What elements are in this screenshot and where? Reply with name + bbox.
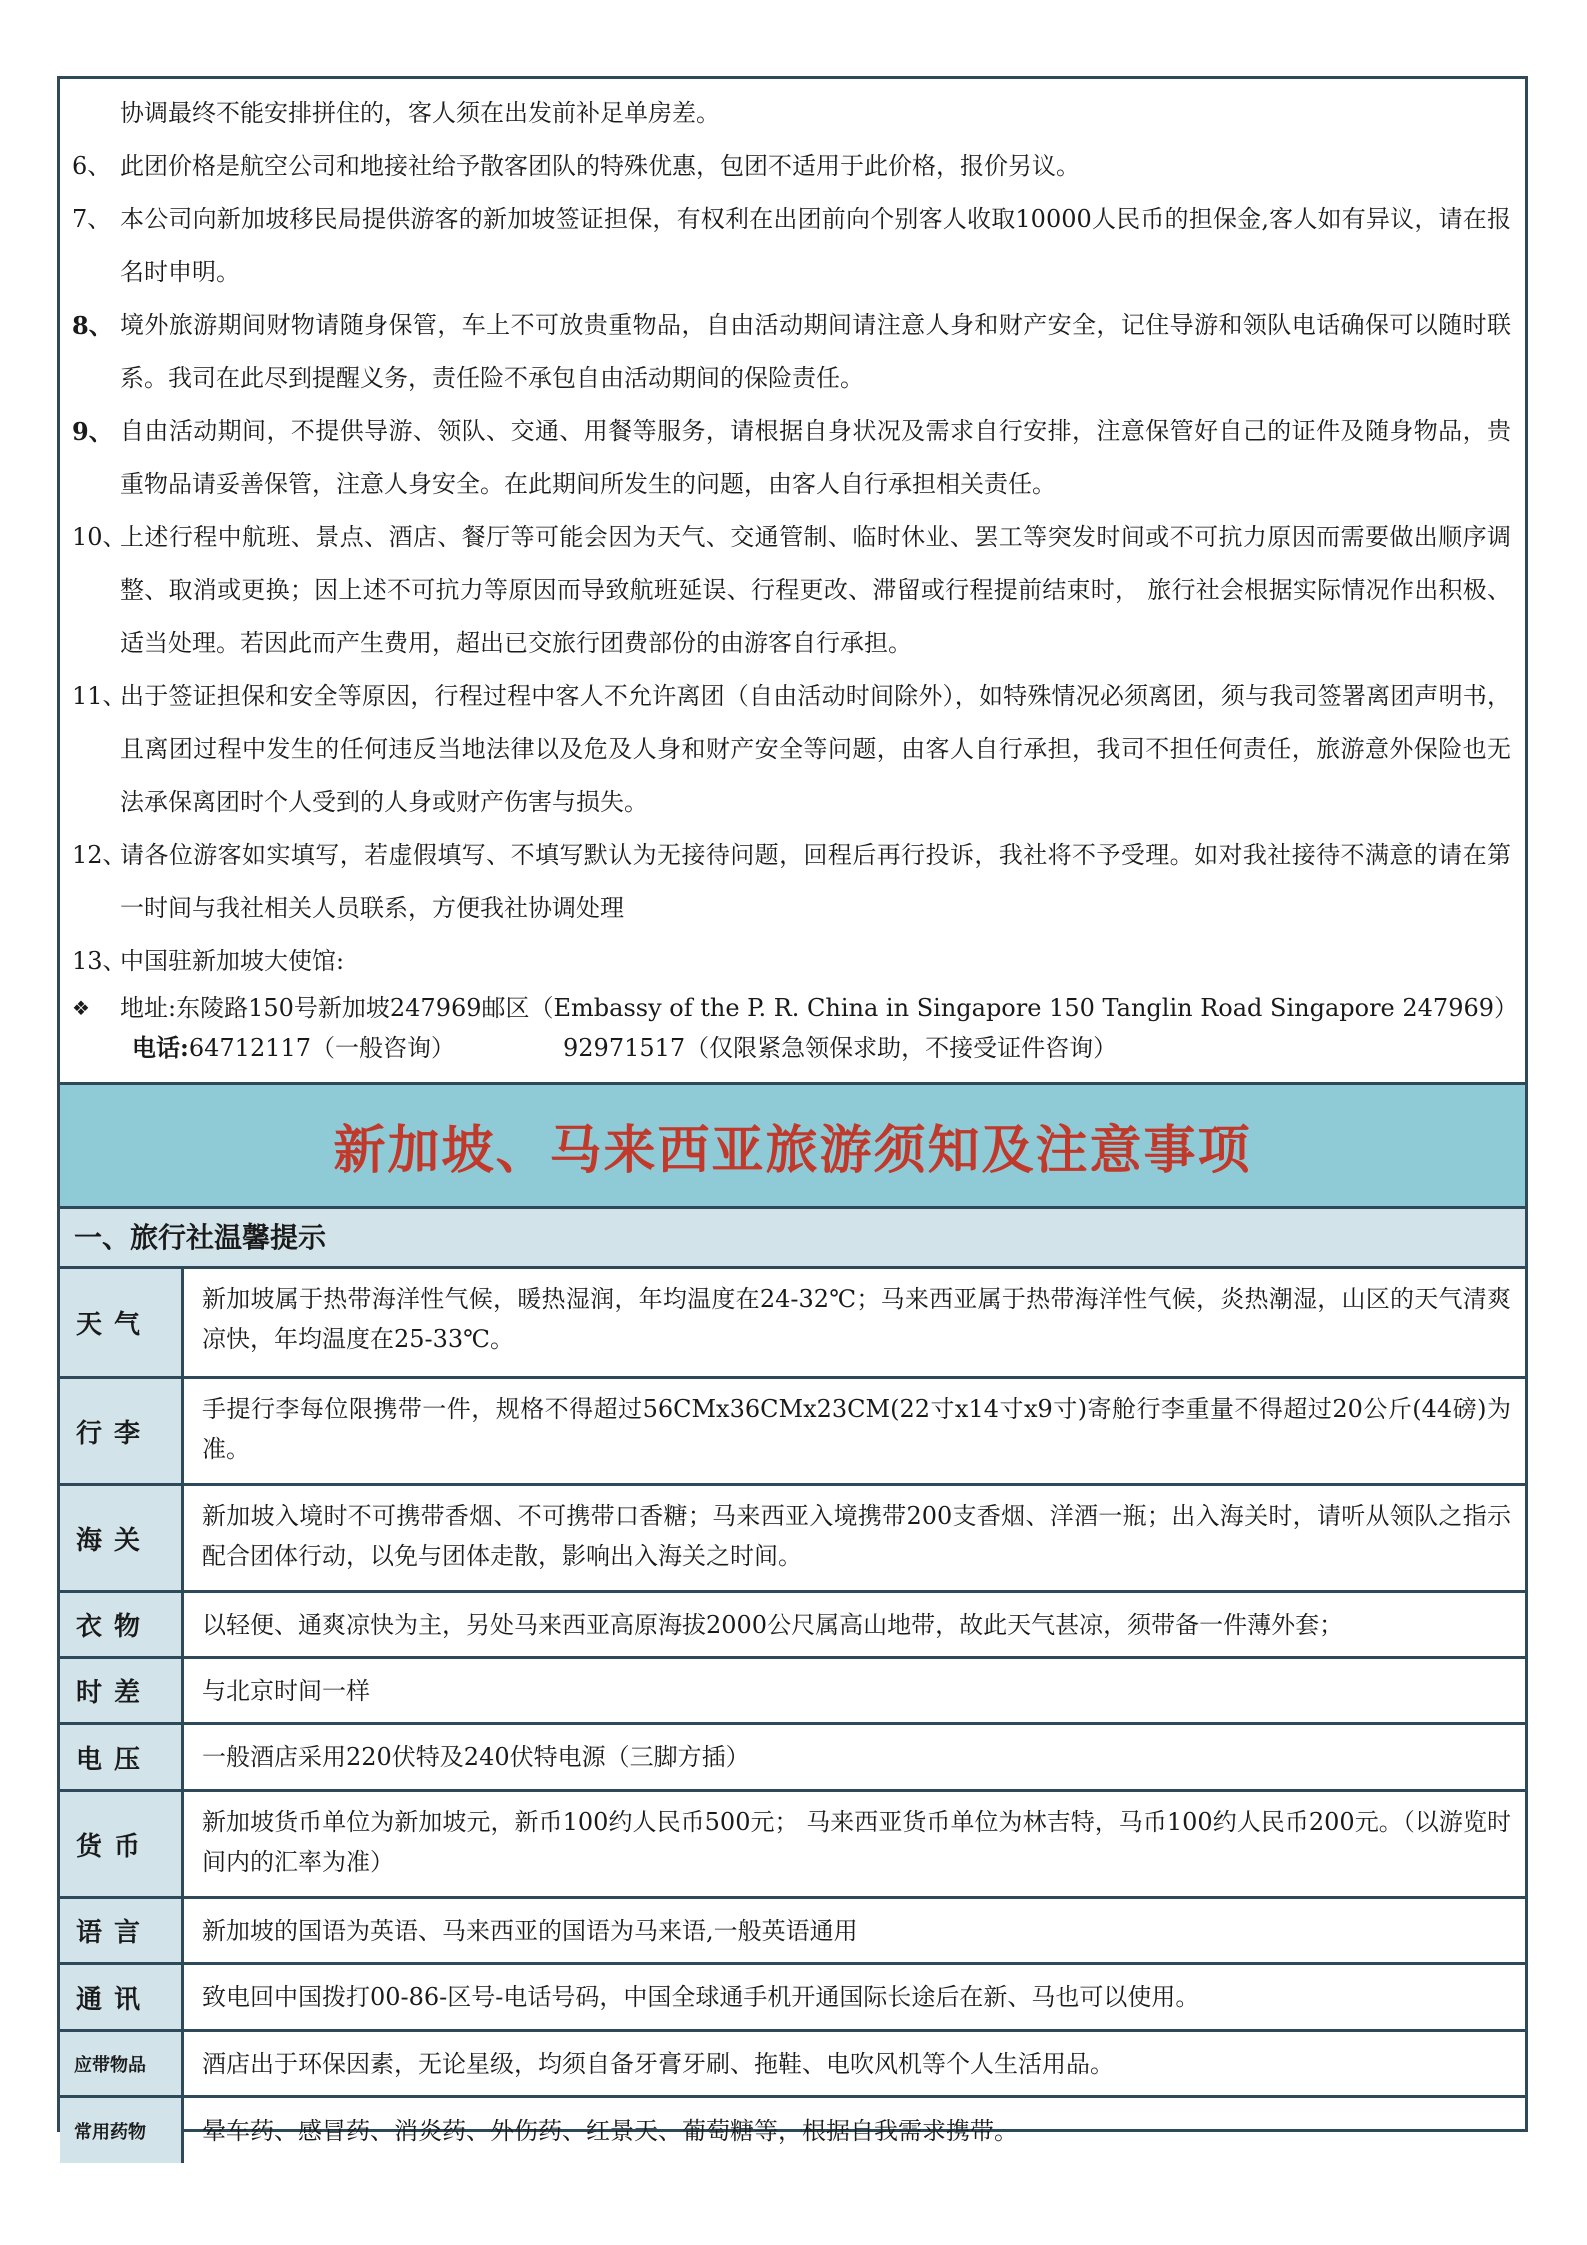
table-row bbox=[60, 1269, 1525, 1379]
term-item bbox=[72, 140, 1511, 193]
row-label-currency: 货币 bbox=[60, 1792, 184, 1896]
table-row bbox=[60, 1725, 1525, 1792]
term-continuation: 协调最终不能安排拼住的，客人须在出发前补足单房差。 bbox=[120, 99, 720, 127]
row-label-voltage: 电压 bbox=[60, 1725, 184, 1789]
term-number: 13、 bbox=[72, 947, 127, 975]
term-number: 11、 bbox=[72, 682, 127, 710]
row-value: 以轻便、通爽凉快为主，另处马来西亚高原海拔2000公尺属高山地带，故此天气甚凉，须带备一件薄外套； bbox=[202, 1610, 1344, 1639]
table-row bbox=[60, 2032, 1525, 2098]
term-text: 上述行程中航班、景点、酒店、餐厅等可能会因为天气、交通管制、临时休业、罢工等突发时间或不可抗力原因而需要做出顺序调整、取消或更换；因上述不可抗力等原因而导致航班延误、行程更改、滞留或行程提前结束时， 旅行社会根据实际情况作出积极、适当处理。若因此而产生费用，超出已交旅行团费部份的由游客自行承担。 bbox=[120, 523, 1511, 657]
term-text: 境外旅游期间财物请随身保管，车上不可放贵重物品，自由活动期间请注意人身和财产安全，记住导游和领队电话确保可以随时联系。我司在此尽到提醒义务，责任险不承包自由活动期间的保险责任。 bbox=[120, 311, 1511, 392]
row-value: 新加坡的国语为英语、马来西亚的国语为马来语,一般英语通用 bbox=[202, 1916, 858, 1945]
embassy-item bbox=[72, 935, 1511, 988]
term-number: 7、 bbox=[72, 205, 112, 233]
title-banner bbox=[60, 1082, 1525, 1209]
row-value: 晕车药、感冒药、消炎药、外伤药、红景天、葡萄糖等，根据自我需求携带。 bbox=[202, 2116, 1018, 2145]
table-row bbox=[60, 1593, 1525, 1659]
term-text: 此团价格是航空公司和地接社给予散客团队的特殊优惠，包团不适用于此价格，报价另议。 bbox=[120, 152, 1080, 180]
term-number: 9、 bbox=[72, 417, 113, 446]
row-value: 新加坡货币单位为新加坡元，新币100约人民币500元； 马来西亚货币单位为林吉特，马币100约人民币200元。（以游览时间内的汇率为准） bbox=[202, 1808, 1511, 1876]
table-row bbox=[60, 1899, 1525, 1965]
term-item bbox=[72, 405, 1511, 511]
row-value: 新加坡属于热带海洋性气候，暖热湿润，年均温度在24-32℃；马来西亚属于热带海洋性气候，炎热潮湿，山区的天气清爽凉快，年均温度在25-33℃。 bbox=[202, 1285, 1512, 1353]
term-item bbox=[72, 829, 1511, 935]
phone-general: 64712117（一般咨询） bbox=[188, 1034, 456, 1062]
diamond-bullet-icon: ❖ bbox=[72, 996, 90, 1020]
row-value: 手提行李每位限携带一件，规格不得超过56CMx36CMx23CM(22寸x14寸x9寸)寄舱行李重量不得超过20公斤(44磅)为准。 bbox=[202, 1395, 1511, 1463]
table-row bbox=[60, 1792, 1525, 1899]
table-row bbox=[60, 1486, 1525, 1593]
page-title: 新加坡、马来西亚旅游须知及注意事项 bbox=[333, 1120, 1252, 1181]
term-number: 8、 bbox=[72, 311, 113, 340]
row-label-timezone: 时差 bbox=[60, 1659, 184, 1722]
row-value: 酒店出于环保因素，无论星级，均须自备牙膏牙刷、拖鞋、电吹风机等个人生活用品。 bbox=[202, 2049, 1114, 2078]
document-frame bbox=[57, 76, 1528, 2145]
table-row bbox=[60, 1379, 1525, 1486]
section-heading: 一、旅行社温馨提示 bbox=[60, 1209, 1525, 1269]
row-label-customs: 海关 bbox=[60, 1486, 184, 1590]
row-value: 致电回中国拨打00-86-区号-电话号码，中国全球通手机开通国际长途后在新、马也可以使用。 bbox=[202, 1983, 1200, 2011]
row-label-medicine: 常用药物 bbox=[60, 2098, 184, 2163]
row-label-language: 语言 bbox=[60, 1899, 184, 1962]
term-number: 12、 bbox=[72, 841, 127, 869]
phone-emergency: 92971517（仅限紧急领保求助，不接受证件咨询） bbox=[563, 1034, 1118, 1062]
term-text: 出于签证担保和安全等原因，行程过程中客人不允许离团（自由活动时间除外），如特殊情况必须离团，须与我司签署离团声明书，且离团过程中发生的任何违反当地法律以及危及人身和财产安全等问题，由客人自行承担，我司不担任何责任，旅游意外保险也无法承保离团时个人受到的人身或财产伤害与损失。 bbox=[120, 682, 1511, 816]
term-item bbox=[72, 670, 1511, 829]
term-item bbox=[72, 193, 1511, 299]
table-row bbox=[60, 1965, 1525, 2032]
row-label-luggage: 行李 bbox=[60, 1379, 184, 1483]
embassy-title: 中国驻新加坡大使馆: bbox=[120, 947, 345, 975]
row-value: 与北京时间一样 bbox=[202, 1676, 370, 1705]
row-label-weather: 天气 bbox=[60, 1269, 184, 1376]
term-text: 自由活动期间，不提供导游、领队、交通、用餐等服务，请根据自身状况及需求自行安排，注意保管好自己的证件及随身物品，贵重物品请妥善保管，注意人身安全。在此期间所发生的问题，由客人自行承担相关责任。 bbox=[120, 417, 1511, 498]
row-label-clothing: 衣物 bbox=[60, 1593, 184, 1656]
term-text: 本公司向新加坡移民局提供游客的新加坡签证担保，有权利在出团前向个别客人收取10000人民币的担保金,客人如有异议，请在报名时申明。 bbox=[120, 205, 1511, 286]
embassy-phone-row bbox=[72, 1028, 1511, 1068]
row-value: 新加坡入境时不可携带香烟、不可携带口香糖；马来西亚入境携带200支香烟、洋酒一瓶；出入海关时，请听从领队之指示配合团体行动，以免与团体走散，影响出入海关之时间。 bbox=[202, 1502, 1511, 1570]
row-value: 一般酒店采用220伏特及240伏特电源（三脚方插） bbox=[202, 1743, 750, 1771]
row-label-essentials: 应带物品 bbox=[60, 2032, 184, 2095]
term-item bbox=[72, 299, 1511, 405]
term-item bbox=[72, 511, 1511, 670]
row-label-communication: 通讯 bbox=[60, 1965, 184, 2029]
table-row bbox=[60, 2098, 1525, 2163]
table-row bbox=[60, 1659, 1525, 1725]
term-number: 10、 bbox=[72, 523, 127, 551]
terms-list bbox=[60, 79, 1525, 1082]
embassy-address-row bbox=[72, 988, 1519, 1028]
phone-label: 电话: bbox=[132, 1033, 189, 1062]
embassy-address: 地址:东陵路150号新加坡247969邮区（Embassy of the P. R. China in Singapore 150 Tanglin Road Singapore 247969） bbox=[120, 994, 1519, 1022]
tips-table bbox=[60, 1269, 1525, 2163]
term-text: 请各位游客如实填写，若虚假填写、不填写默认为无接待问题，回程后再行投诉，我社将不予受理。如对我社接待不满意的请在第一时间与我社相关人员联系，方便我社协调处理 bbox=[120, 841, 1511, 922]
term-number: 6、 bbox=[72, 152, 112, 180]
